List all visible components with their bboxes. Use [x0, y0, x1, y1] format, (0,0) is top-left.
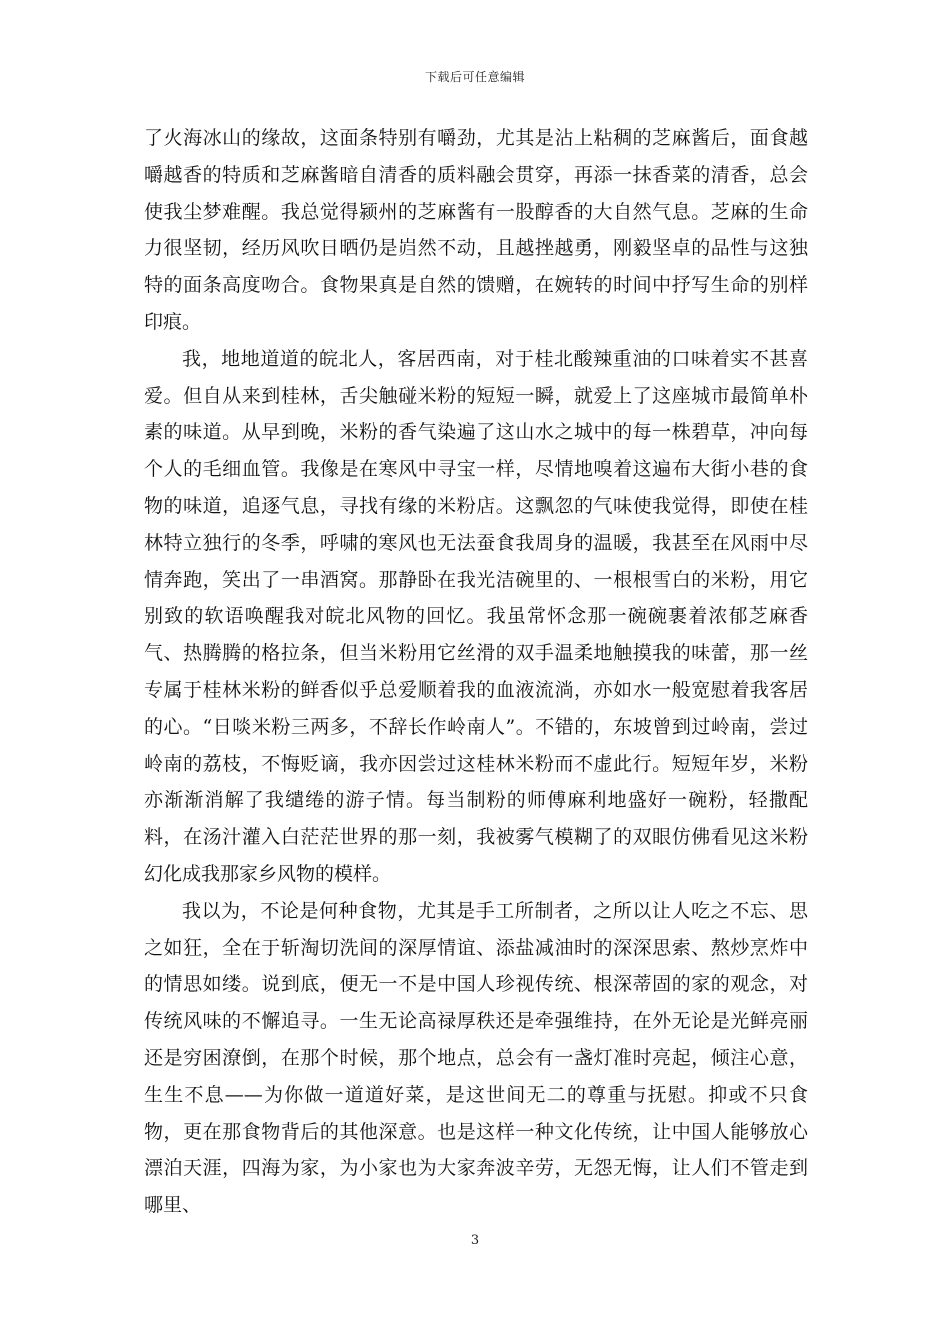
page-header: 下载后可任意编辑	[424, 70, 525, 84]
paragraph-continued: 了火海冰山的缘故，这面条特别有嚼劲，尤其是沾上粘稠的芝麻酱后，面食越嚼越香的特质和芝麻酱暗自清香的质料融会贯穿，再添一抹香菜的清香，总会使我尘梦难醒。我总觉得颍州的芝麻酱有一股醇香的大自然气息。芝麻的生命力很坚韧，经历风吹日晒仍是岿然不动，且越挫越勇，刚毅坚卓的品性与这独特的面条高度吻合。食物果真是自然的馈赠，在婉转的时间中抒写生命的别样印痕。	[144, 127, 808, 333]
document-body	[144, 120, 808, 1224]
paragraph-guilin-rice-noodles: 我，地地道道的皖北人，客居西南，对于桂北酸辣重油的口味着实不甚喜爱。但自从来到桂林，舌尖触碰米粉的短短一瞬，就爱上了这座城市最简单朴素的味道。从早到晚，米粉的香气染遍了这山水之城中的每一株碧草，冲向每个人的毛细血管。我像是在寒风中寻宝一样，尽情地嗅着这遍布大街小巷的食物的味道，追逐气息，寻找有缘的米粉店。这飘忽的气味使我觉得，即使在桂林特立独行的冬季，呼啸的寒风也无法蚕食我周身的温暖，我甚至在风雨中尽情奔跑，笑出了一串酒窝。那静卧在我光洁碗里的、一根根雪白的米粉，用它别致的软语唤醒我对皖北风物的回忆。我虽常怀念那一碗碗裹着浓郁芝麻香气、热腾腾的格拉条，但当米粉用它丝滑的双手温柔地触摸我的味蕾，那一丝专属于桂林米粉的鲜香似乎总爱顺着我的血液流淌，亦如水一般宽慰着我客居的心。“日啖米粉三两多，不辞长作岭南人”。不错的，东坡曾到过岭南，尝过岭南的荔枝，不悔贬谪，我亦因尝过这桂林米粉而不虚此行。短短年岁，米粉亦渐渐消解了我缱绻的游子情。每当制粉的师傅麻利地盛好一碗粉，轻撒配料，在汤汁灌入白茫茫世界的那一刻，我被雾气模糊了的双眼仿佛看见这米粉幻化成我那家乡风物的模样。	[144, 347, 808, 885]
paragraph-food-tradition: 我以为，不论是何种食物，尤其是手工所制者，之所以让人吃之不忘、思之如狂，全在于斩淘切洗间的深厚情谊、添盐减油时的深深思索、熬炒烹炸中的情思如缕。说到底，便无一不是中国人珍视传统、根深蒂固的家的观念，对传统风味的不懈追寻。一生无论高禄厚秩还是牵强维持，在外无论是光鲜亮丽还是穷困潦倒，在那个时候，那个地点，总会有一盏灯准时亮起，倾注心意，生生不息——为你做一道道好菜，是这世间无二的尊重与抚慰。抑或不只食物，更在那食物背后的其他深意。也是这样一种文化传统，让中国人能够放心漂泊天涯，四海为家，为小家也为大家奔波辛劳，无怨无悔，让人们不管走到哪里、	[144, 899, 808, 1217]
page-number: 3	[470, 1233, 480, 1248]
